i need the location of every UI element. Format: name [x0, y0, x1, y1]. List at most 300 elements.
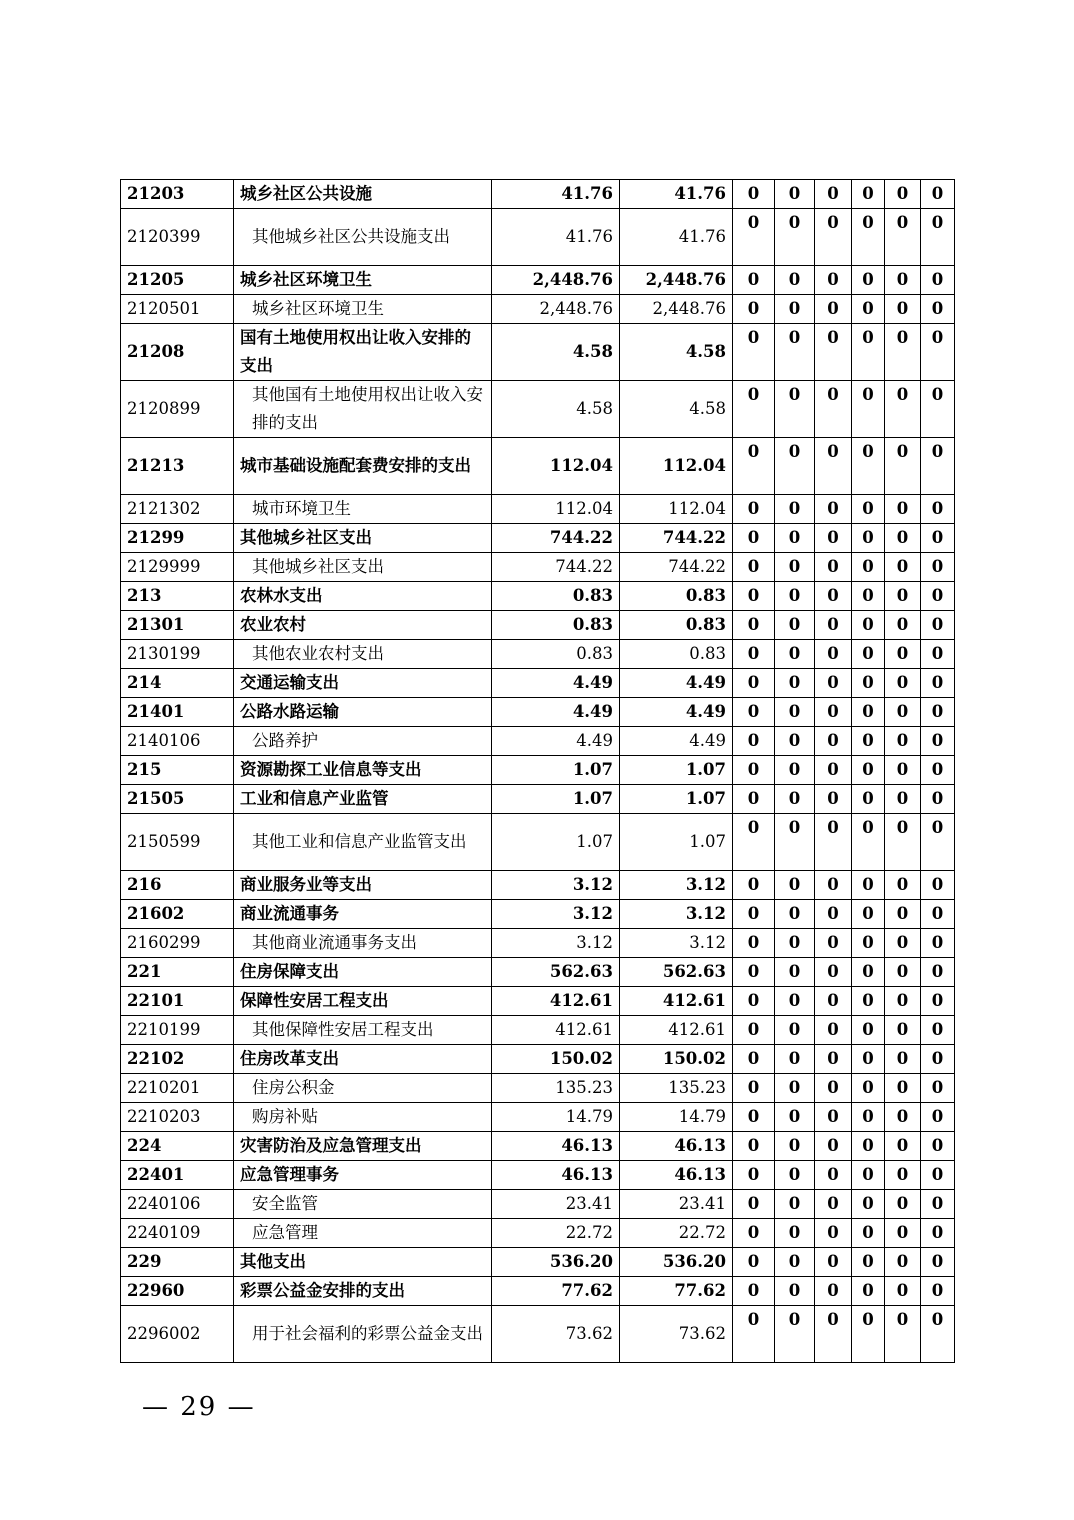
amount-cell: 150.02: [620, 1045, 733, 1074]
zero-value-cell: 0: [852, 582, 885, 611]
zero-value-cell: 0: [852, 1219, 885, 1248]
table-row: [121, 266, 955, 295]
zero-value-cell: 0: [733, 640, 775, 669]
subject-code-cell: 22102: [121, 1045, 234, 1074]
zero-value-cell: 0: [921, 611, 955, 640]
zero-value-cell: 0: [815, 900, 852, 929]
total-amount-cell: 4.49: [492, 698, 620, 727]
table-row: [121, 295, 955, 324]
total-amount-cell: 22.72: [492, 1219, 620, 1248]
subject-code-cell: 2150599: [121, 814, 234, 871]
subject-name-cell: 应急管理: [234, 1219, 492, 1248]
total-amount-cell: 4.58: [492, 381, 620, 438]
zero-value-cell: 0: [885, 1103, 921, 1132]
subject-code-cell: 21505: [121, 785, 234, 814]
zero-value-cell: 0: [852, 698, 885, 727]
zero-value-cell: 0: [852, 611, 885, 640]
subject-name-cell: 国有土地使用权出让收入安排的支出: [234, 324, 492, 381]
zero-value-cell: 0: [885, 698, 921, 727]
total-amount-cell: 412.61: [492, 987, 620, 1016]
amount-cell: 0.83: [620, 640, 733, 669]
zero-value-cell: 0: [815, 987, 852, 1016]
subject-code-cell: 221: [121, 958, 234, 987]
zero-value-cell: 0: [815, 698, 852, 727]
amount-cell: 46.13: [620, 1161, 733, 1190]
zero-value-cell: 0: [815, 1045, 852, 1074]
zero-value-cell: 0: [885, 958, 921, 987]
subject-code-cell: 215: [121, 756, 234, 785]
zero-value-cell: 0: [885, 180, 921, 209]
subject-code-cell: 21602: [121, 900, 234, 929]
total-amount-cell: 112.04: [492, 495, 620, 524]
zero-value-cell: 0: [921, 524, 955, 553]
amount-cell: 412.61: [620, 987, 733, 1016]
amount-cell: 536.20: [620, 1248, 733, 1277]
table-row: [121, 929, 955, 958]
zero-value-cell: 0: [852, 1190, 885, 1219]
zero-value-cell: 0: [885, 756, 921, 785]
table-row: [121, 438, 955, 495]
subject-code-cell: 213: [121, 582, 234, 611]
zero-value-cell: 0: [921, 180, 955, 209]
zero-value-cell: 0: [775, 295, 815, 324]
zero-value-cell: 0: [885, 929, 921, 958]
zero-value-cell: 0: [733, 524, 775, 553]
total-amount-cell: 1.07: [492, 756, 620, 785]
table-row: [121, 553, 955, 582]
zero-value-cell: 0: [775, 1103, 815, 1132]
subject-code-cell: 2210199: [121, 1016, 234, 1045]
zero-value-cell: 0: [815, 381, 852, 438]
zero-value-cell: 0: [921, 1306, 955, 1363]
zero-value-cell: 0: [921, 295, 955, 324]
table-row: [121, 987, 955, 1016]
zero-value-cell: 0: [852, 958, 885, 987]
zero-value-cell: 0: [921, 266, 955, 295]
zero-value-cell: 0: [775, 1219, 815, 1248]
zero-value-cell: 0: [852, 524, 885, 553]
zero-value-cell: 0: [815, 1219, 852, 1248]
zero-value-cell: 0: [815, 814, 852, 871]
table-row: [121, 495, 955, 524]
zero-value-cell: 0: [815, 640, 852, 669]
zero-value-cell: 0: [733, 756, 775, 785]
zero-value-cell: 0: [921, 1132, 955, 1161]
zero-value-cell: 0: [775, 1132, 815, 1161]
total-amount-cell: 0.83: [492, 582, 620, 611]
total-amount-cell: 46.13: [492, 1161, 620, 1190]
total-amount-cell: 4.58: [492, 324, 620, 381]
zero-value-cell: 0: [885, 1161, 921, 1190]
zero-value-cell: 0: [815, 1277, 852, 1306]
amount-cell: 4.58: [620, 324, 733, 381]
zero-value-cell: 0: [733, 900, 775, 929]
subject-code-cell: 2240109: [121, 1219, 234, 1248]
amount-cell: 23.41: [620, 1190, 733, 1219]
zero-value-cell: 0: [733, 1248, 775, 1277]
zero-value-cell: 0: [775, 438, 815, 495]
total-amount-cell: 23.41: [492, 1190, 620, 1219]
zero-value-cell: 0: [921, 1190, 955, 1219]
subject-code-cell: 21205: [121, 266, 234, 295]
table-row: [121, 209, 955, 266]
zero-value-cell: 0: [885, 495, 921, 524]
table-row: [121, 324, 955, 381]
table-row: [121, 1103, 955, 1132]
table-row: [121, 1248, 955, 1277]
zero-value-cell: 0: [885, 524, 921, 553]
subject-name-cell: 农林水支出: [234, 582, 492, 611]
table-row: [121, 669, 955, 698]
subject-name-cell: 彩票公益金安排的支出: [234, 1277, 492, 1306]
amount-cell: 3.12: [620, 929, 733, 958]
subject-code-cell: 2120899: [121, 381, 234, 438]
subject-code-cell: 224: [121, 1132, 234, 1161]
zero-value-cell: 0: [775, 785, 815, 814]
zero-value-cell: 0: [775, 669, 815, 698]
total-amount-cell: 112.04: [492, 438, 620, 495]
zero-value-cell: 0: [885, 1190, 921, 1219]
subject-name-cell: 公路养护: [234, 727, 492, 756]
table-row: [121, 756, 955, 785]
subject-name-cell: 商业服务业等支出: [234, 871, 492, 900]
table-row: [121, 1074, 955, 1103]
subject-name-cell: 购房补贴: [234, 1103, 492, 1132]
zero-value-cell: 0: [733, 929, 775, 958]
subject-code-cell: 229: [121, 1248, 234, 1277]
zero-value-cell: 0: [815, 785, 852, 814]
zero-value-cell: 0: [885, 381, 921, 438]
zero-value-cell: 0: [775, 698, 815, 727]
zero-value-cell: 0: [885, 1045, 921, 1074]
zero-value-cell: 0: [733, 1016, 775, 1045]
subject-name-cell: 商业流通事务: [234, 900, 492, 929]
table-row: [121, 871, 955, 900]
zero-value-cell: 0: [852, 1045, 885, 1074]
total-amount-cell: 14.79: [492, 1103, 620, 1132]
zero-value-cell: 0: [852, 1248, 885, 1277]
table-row: [121, 1161, 955, 1190]
table-row: [121, 1190, 955, 1219]
amount-cell: 0.83: [620, 611, 733, 640]
zero-value-cell: 0: [921, 871, 955, 900]
zero-value-cell: 0: [775, 1074, 815, 1103]
zero-value-cell: 0: [921, 582, 955, 611]
zero-value-cell: 0: [885, 900, 921, 929]
zero-value-cell: 0: [852, 1103, 885, 1132]
table-row: [121, 727, 955, 756]
table-row: [121, 698, 955, 727]
zero-value-cell: 0: [885, 785, 921, 814]
zero-value-cell: 0: [775, 640, 815, 669]
total-amount-cell: 41.76: [492, 209, 620, 266]
subject-name-cell: 住房保障支出: [234, 958, 492, 987]
zero-value-cell: 0: [885, 295, 921, 324]
subject-name-cell: 安全监管: [234, 1190, 492, 1219]
zero-value-cell: 0: [852, 209, 885, 266]
zero-value-cell: 0: [815, 669, 852, 698]
zero-value-cell: 0: [852, 266, 885, 295]
table-row: [121, 900, 955, 929]
zero-value-cell: 0: [921, 1219, 955, 1248]
zero-value-cell: 0: [815, 438, 852, 495]
zero-value-cell: 0: [852, 495, 885, 524]
zero-value-cell: 0: [921, 1248, 955, 1277]
subject-name-cell: 住房改革支出: [234, 1045, 492, 1074]
zero-value-cell: 0: [852, 295, 885, 324]
zero-value-cell: 0: [885, 611, 921, 640]
zero-value-cell: 0: [775, 381, 815, 438]
zero-value-cell: 0: [885, 1306, 921, 1363]
total-amount-cell: 46.13: [492, 1132, 620, 1161]
zero-value-cell: 0: [852, 900, 885, 929]
subject-code-cell: 2129999: [121, 553, 234, 582]
total-amount-cell: 2,448.76: [492, 266, 620, 295]
zero-value-cell: 0: [921, 1161, 955, 1190]
subject-code-cell: 21301: [121, 611, 234, 640]
table-row: [121, 1219, 955, 1248]
zero-value-cell: 0: [921, 958, 955, 987]
zero-value-cell: 0: [775, 727, 815, 756]
subject-code-cell: 22101: [121, 987, 234, 1016]
zero-value-cell: 0: [815, 929, 852, 958]
zero-value-cell: 0: [775, 958, 815, 987]
subject-name-cell: 交通运输支出: [234, 669, 492, 698]
amount-cell: 73.62: [620, 1306, 733, 1363]
zero-value-cell: 0: [921, 324, 955, 381]
zero-value-cell: 0: [921, 900, 955, 929]
zero-value-cell: 0: [733, 814, 775, 871]
zero-value-cell: 0: [852, 727, 885, 756]
zero-value-cell: 0: [733, 553, 775, 582]
subject-name-cell: 资源勘探工业信息等支出: [234, 756, 492, 785]
table-row: [121, 814, 955, 871]
zero-value-cell: 0: [733, 1219, 775, 1248]
total-amount-cell: 744.22: [492, 553, 620, 582]
zero-value-cell: 0: [775, 180, 815, 209]
subject-name-cell: 灾害防治及应急管理支出: [234, 1132, 492, 1161]
zero-value-cell: 0: [775, 524, 815, 553]
zero-value-cell: 0: [815, 180, 852, 209]
table-row: [121, 1016, 955, 1045]
zero-value-cell: 0: [733, 785, 775, 814]
amount-cell: 112.04: [620, 438, 733, 495]
zero-value-cell: 0: [733, 727, 775, 756]
amount-cell: 3.12: [620, 900, 733, 929]
zero-value-cell: 0: [885, 987, 921, 1016]
zero-value-cell: 0: [775, 1277, 815, 1306]
zero-value-cell: 0: [775, 495, 815, 524]
amount-cell: 744.22: [620, 553, 733, 582]
amount-cell: 1.07: [620, 814, 733, 871]
zero-value-cell: 0: [921, 1074, 955, 1103]
zero-value-cell: 0: [921, 698, 955, 727]
zero-value-cell: 0: [852, 871, 885, 900]
zero-value-cell: 0: [733, 987, 775, 1016]
subject-name-cell: 应急管理事务: [234, 1161, 492, 1190]
zero-value-cell: 0: [815, 1132, 852, 1161]
total-amount-cell: 1.07: [492, 814, 620, 871]
zero-value-cell: 0: [921, 640, 955, 669]
zero-value-cell: 0: [733, 1103, 775, 1132]
zero-value-cell: 0: [815, 1190, 852, 1219]
zero-value-cell: 0: [815, 756, 852, 785]
zero-value-cell: 0: [921, 1016, 955, 1045]
amount-cell: 744.22: [620, 524, 733, 553]
amount-cell: 135.23: [620, 1074, 733, 1103]
zero-value-cell: 0: [815, 295, 852, 324]
zero-value-cell: 0: [921, 987, 955, 1016]
zero-value-cell: 0: [775, 756, 815, 785]
total-amount-cell: 73.62: [492, 1306, 620, 1363]
subject-name-cell: 城市基础设施配套费安排的支出: [234, 438, 492, 495]
zero-value-cell: 0: [815, 266, 852, 295]
zero-value-cell: 0: [885, 324, 921, 381]
zero-value-cell: 0: [775, 1045, 815, 1074]
total-amount-cell: 3.12: [492, 871, 620, 900]
budget-table: [120, 179, 955, 1363]
zero-value-cell: 0: [815, 1306, 852, 1363]
table-row: [121, 1277, 955, 1306]
amount-cell: 14.79: [620, 1103, 733, 1132]
zero-value-cell: 0: [885, 1219, 921, 1248]
zero-value-cell: 0: [885, 209, 921, 266]
zero-value-cell: 0: [733, 1161, 775, 1190]
total-amount-cell: 412.61: [492, 1016, 620, 1045]
zero-value-cell: 0: [733, 495, 775, 524]
zero-value-cell: 0: [852, 1016, 885, 1045]
table-row: [121, 785, 955, 814]
zero-value-cell: 0: [852, 785, 885, 814]
zero-value-cell: 0: [815, 582, 852, 611]
zero-value-cell: 0: [921, 1103, 955, 1132]
zero-value-cell: 0: [852, 324, 885, 381]
zero-value-cell: 0: [775, 209, 815, 266]
zero-value-cell: 0: [733, 582, 775, 611]
zero-value-cell: 0: [852, 929, 885, 958]
zero-value-cell: 0: [775, 1248, 815, 1277]
subject-name-cell: 城乡社区环境卫生: [234, 266, 492, 295]
table-row: [121, 180, 955, 209]
zero-value-cell: 0: [815, 871, 852, 900]
total-amount-cell: 135.23: [492, 1074, 620, 1103]
total-amount-cell: 744.22: [492, 524, 620, 553]
total-amount-cell: 2,448.76: [492, 295, 620, 324]
total-amount-cell: 77.62: [492, 1277, 620, 1306]
zero-value-cell: 0: [885, 1016, 921, 1045]
zero-value-cell: 0: [852, 640, 885, 669]
total-amount-cell: 4.49: [492, 727, 620, 756]
amount-cell: 4.49: [620, 698, 733, 727]
amount-cell: 1.07: [620, 785, 733, 814]
subject-code-cell: 214: [121, 669, 234, 698]
subject-code-cell: 2120501: [121, 295, 234, 324]
table-body: [121, 180, 955, 1363]
zero-value-cell: 0: [885, 669, 921, 698]
subject-name-cell: 农业农村: [234, 611, 492, 640]
subject-name-cell: 城乡社区公共设施: [234, 180, 492, 209]
zero-value-cell: 0: [733, 295, 775, 324]
amount-cell: 112.04: [620, 495, 733, 524]
zero-value-cell: 0: [733, 1277, 775, 1306]
amount-cell: 412.61: [620, 1016, 733, 1045]
zero-value-cell: 0: [775, 611, 815, 640]
amount-cell: 2,448.76: [620, 266, 733, 295]
zero-value-cell: 0: [815, 495, 852, 524]
subject-code-cell: 22401: [121, 1161, 234, 1190]
zero-value-cell: 0: [775, 1306, 815, 1363]
zero-value-cell: 0: [815, 611, 852, 640]
amount-cell: 22.72: [620, 1219, 733, 1248]
subject-code-cell: 22960: [121, 1277, 234, 1306]
amount-cell: 4.49: [620, 727, 733, 756]
zero-value-cell: 0: [885, 727, 921, 756]
subject-code-cell: 21401: [121, 698, 234, 727]
zero-value-cell: 0: [815, 1016, 852, 1045]
subject-name-cell: 城市环境卫生: [234, 495, 492, 524]
total-amount-cell: 3.12: [492, 900, 620, 929]
zero-value-cell: 0: [733, 1132, 775, 1161]
subject-name-cell: 其他城乡社区支出: [234, 553, 492, 582]
zero-value-cell: 0: [733, 1074, 775, 1103]
zero-value-cell: 0: [815, 1248, 852, 1277]
subject-code-cell: 21208: [121, 324, 234, 381]
zero-value-cell: 0: [815, 1103, 852, 1132]
zero-value-cell: 0: [733, 958, 775, 987]
table-row: [121, 381, 955, 438]
zero-value-cell: 0: [921, 727, 955, 756]
zero-value-cell: 0: [815, 1074, 852, 1103]
table-row: [121, 582, 955, 611]
zero-value-cell: 0: [733, 1045, 775, 1074]
subject-code-cell: 21299: [121, 524, 234, 553]
zero-value-cell: 0: [921, 1045, 955, 1074]
subject-code-cell: 2130199: [121, 640, 234, 669]
zero-value-cell: 0: [733, 266, 775, 295]
zero-value-cell: 0: [815, 727, 852, 756]
amount-cell: 1.07: [620, 756, 733, 785]
table-row: [121, 611, 955, 640]
zero-value-cell: 0: [921, 438, 955, 495]
zero-value-cell: 0: [775, 871, 815, 900]
table-row: [121, 640, 955, 669]
zero-value-cell: 0: [921, 381, 955, 438]
amount-cell: 77.62: [620, 1277, 733, 1306]
subject-name-cell: 住房公积金: [234, 1074, 492, 1103]
total-amount-cell: 1.07: [492, 785, 620, 814]
table-row: [121, 958, 955, 987]
subject-name-cell: 用于社会福利的彩票公益金支出: [234, 1306, 492, 1363]
zero-value-cell: 0: [885, 582, 921, 611]
page-number: — 29 —: [142, 1392, 256, 1422]
table-row: [121, 1306, 955, 1363]
zero-value-cell: 0: [775, 1161, 815, 1190]
zero-value-cell: 0: [921, 756, 955, 785]
subject-name-cell: 其他支出: [234, 1248, 492, 1277]
zero-value-cell: 0: [885, 814, 921, 871]
subject-name-cell: 其他保障性安居工程支出: [234, 1016, 492, 1045]
zero-value-cell: 0: [921, 495, 955, 524]
subject-code-cell: 21203: [121, 180, 234, 209]
zero-value-cell: 0: [921, 785, 955, 814]
amount-cell: 4.49: [620, 669, 733, 698]
total-amount-cell: 562.63: [492, 958, 620, 987]
zero-value-cell: 0: [852, 553, 885, 582]
zero-value-cell: 0: [852, 1277, 885, 1306]
zero-value-cell: 0: [885, 1248, 921, 1277]
zero-value-cell: 0: [733, 180, 775, 209]
zero-value-cell: 0: [733, 1306, 775, 1363]
